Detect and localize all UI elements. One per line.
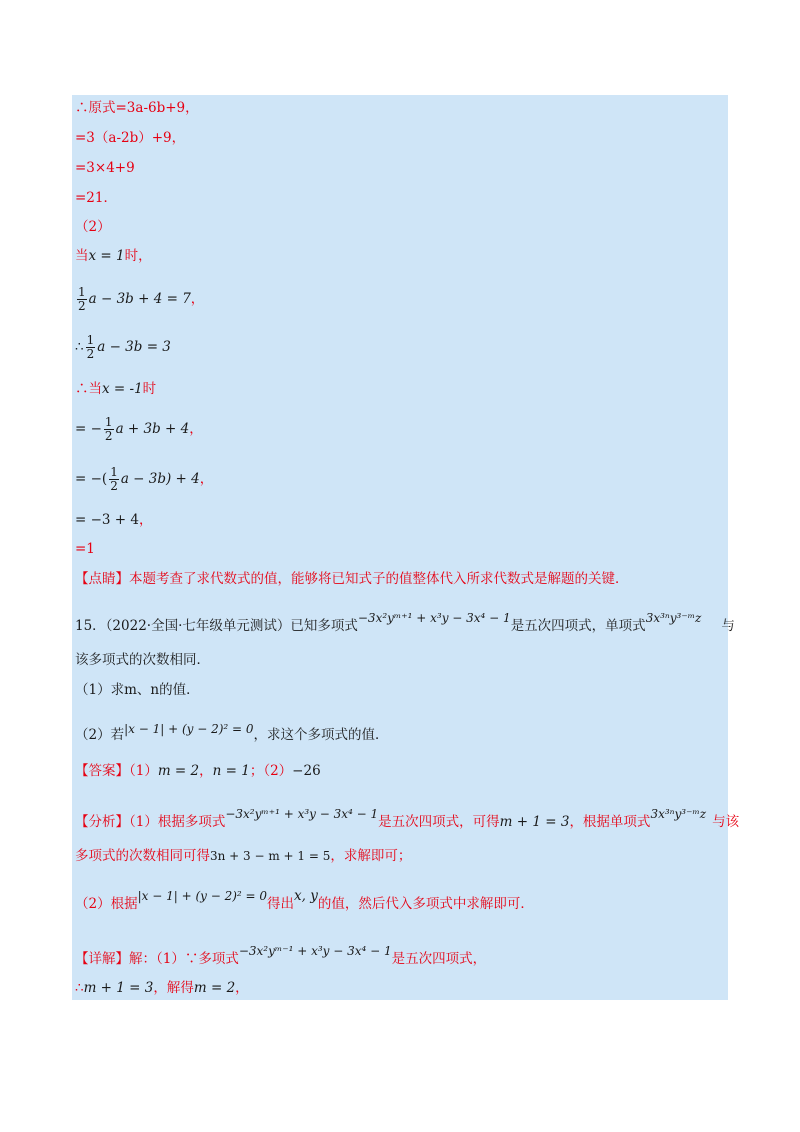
line-factor: =3（a-2b）+9， — [75, 130, 186, 146]
analysis-condition: |x − 1| + (y − 2)² = 0 — [137, 889, 268, 903]
text-when: 当 — [75, 248, 89, 264]
answer-label: 【答案】 — [75, 763, 129, 779]
line-dianjing — [75, 569, 629, 589]
q15-p2-pre: （2）若 — [75, 727, 125, 743]
analysis-eq-n: 3n + 3 − m + 1 = 5 — [210, 849, 331, 863]
line-equation-3 — [75, 334, 171, 361]
final-eq-m1: m + 1 = 3 — [83, 980, 154, 996]
math-eq-neg-paren: = −( — [75, 471, 108, 487]
line-expr-neg-half — [75, 416, 203, 443]
detail-label: 【详解】 — [75, 951, 129, 967]
math-eq-7: a − 3b + 4 = 7 — [88, 291, 191, 307]
text-comma: ， — [190, 291, 205, 307]
text-time: 时 — [142, 381, 157, 397]
analysis-monomial: 3x³ⁿy³⁻ᵐz — [650, 807, 707, 821]
answer-line: 【答案】（1）m = 2，n = 1；（2）−26 — [75, 763, 321, 779]
line-when-x-1 — [75, 246, 152, 266]
text-comma: ， — [189, 421, 203, 437]
math-x-eq-1: x = 1 — [88, 248, 125, 264]
detail-polynomial: −3x²yᵐ⁻¹ + x³y − 3x⁴ − 1 — [238, 944, 392, 958]
question-15-line1 — [75, 608, 735, 636]
text-comma: ， — [139, 512, 153, 528]
analysis-line3: （2）根据|x − 1| + (y − 2)² = 0得出x, y的值，然后代入多项式中求解即可． — [75, 888, 534, 912]
line-part-2: （2） — [75, 219, 111, 235]
question-15-line2: 该多项式的次数相同． — [75, 652, 210, 668]
question-15-part1: （1）求m、n的值． — [75, 682, 200, 698]
fraction-half: $\frac{1}{2}$ — [86, 333, 95, 361]
q15-monomial: 3x³ⁿy³⁻ᵐz — [645, 611, 702, 625]
analysis-line1: 【分析】（1）根据多项式−3x²yᵐ⁺¹ + x³y − 3x⁴ − 1是五次四项式，可得m + 1 = 3，根据单项式3x³ⁿy³⁻ᵐz 与该 — [75, 807, 740, 830]
line-result-1: =1 — [75, 541, 95, 557]
analysis-line2: 多项式的次数相同可得3n + 3 − m + 1 = 5，求解即可； — [75, 848, 412, 864]
line-result-21: =21． — [75, 190, 117, 206]
fraction-half: $\frac{1}{2}$ — [110, 465, 118, 493]
line-original-expression: ∴原式=3a-6b+9， — [75, 100, 199, 116]
q15-p2-condition: |x − 1| + (y − 2)² = 0 — [124, 722, 254, 736]
text-comma: ， — [199, 471, 214, 487]
analysis-label: 【分析】 — [75, 814, 129, 830]
text-time: 时， — [124, 248, 152, 264]
dianjing-text: 本题考查了求代数式的值，能够将已知式子的值整体代入所求代数式是解题的关键． — [129, 571, 629, 587]
line-equation-7 — [75, 286, 204, 313]
line-neg3-plus4 — [75, 510, 153, 530]
analysis-eq-m: m + 1 = 3 — [499, 814, 570, 830]
fraction-half: $\frac{1}{2}$ — [104, 415, 113, 443]
q15-polynomial: −3x²yᵐ⁺¹ + x³y − 3x⁴ − 1 — [357, 611, 511, 625]
answer-value: −26 — [292, 763, 321, 779]
detail-line: 【详解】解：（1）∵多项式−3x²yᵐ⁻¹ + x³y − 3x⁴ − 1是五次四项式， — [75, 944, 487, 967]
math-eq-3: a − 3b = 3 — [97, 339, 171, 355]
line-expr-grouped — [75, 466, 213, 493]
analysis-xy: x, y — [294, 888, 318, 904]
fraction-half: $\frac{1}{2}$ — [78, 285, 86, 313]
answer-m: m = 2 — [157, 763, 200, 779]
math-expr: a − 3b) + 4 — [120, 471, 200, 487]
dianjing-label: 【点睛】 — [75, 571, 129, 587]
math-x-eq-neg1: x = -1 — [102, 381, 143, 397]
analysis-polynomial: −3x²yᵐ⁺¹ + x³y − 3x⁴ − 1 — [225, 807, 379, 821]
q15-post: 与 — [721, 618, 735, 634]
answer-n: n = 1 — [212, 763, 250, 779]
q15-mid: 是五次四项式，单项式 — [510, 618, 646, 634]
final-eq-m2: m = 2 — [193, 980, 236, 996]
math-neg3-plus4: = −3 + 4 — [75, 512, 139, 528]
q15-p2-post: ，求这个多项式的值． — [253, 727, 389, 743]
q15-intro: 15．（2022·全国·七年级单元测试）已知多项式 — [75, 618, 358, 634]
text-therefore-when: ∴当 — [75, 381, 102, 397]
math-eq-neg: = − — [75, 421, 102, 437]
final-line: ∴m + 1 = 3，解得m = 2， — [75, 980, 249, 996]
question-15-part2 — [75, 719, 389, 745]
line-substitute: =3×4+9 — [75, 160, 135, 176]
therefore-symbol: ∴ — [75, 339, 84, 355]
line-when-x-neg1 — [75, 379, 156, 399]
math-expr: a + 3b + 4 — [115, 421, 190, 437]
